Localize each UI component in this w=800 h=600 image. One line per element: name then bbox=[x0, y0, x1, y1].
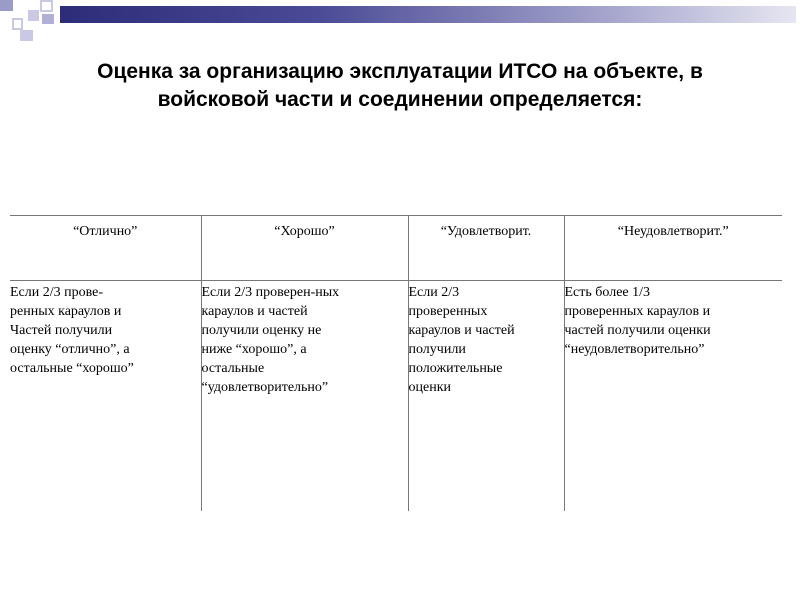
cell-satisfactory-wrap bbox=[408, 281, 564, 512]
cell-good: Если 2/3 проверен-ных караулов и частей получили оценку не ниже “хорошо”, а остальные “удовлетворительно” bbox=[201, 285, 340, 395]
decor-square bbox=[12, 18, 23, 30]
header-unsatisfactory: “Неудовлетворит.” bbox=[564, 216, 782, 281]
decor-square bbox=[42, 14, 54, 24]
cell-good-wrap bbox=[201, 281, 408, 512]
cell-unsatisfactory-wrap bbox=[564, 281, 782, 512]
decor-square bbox=[20, 30, 33, 41]
header-good: “Хорошо” bbox=[201, 216, 408, 281]
header-excellent: “Отлично” bbox=[10, 216, 201, 281]
cell-excellent-wrap bbox=[10, 281, 201, 512]
header-gradient-bar bbox=[60, 6, 796, 23]
decor-square bbox=[0, 0, 13, 11]
header-satisfactory: “Удовлетворит. bbox=[408, 216, 564, 281]
decor-square bbox=[28, 10, 39, 21]
table-row bbox=[10, 281, 782, 512]
cell-excellent: Если 2/3 прове- ренных караулов и Частей получили оценку “отлично”, а остальные “хорошо” bbox=[10, 285, 134, 376]
cell-satisfactory: Если 2/3 проверенных караулов и частей получили положительные оценки bbox=[408, 285, 515, 395]
assessment-table bbox=[10, 215, 782, 511]
slide-title: Оценка за организацию эксплуатации ИТСО на объекте, в войсковой части и соединении определяется: bbox=[97, 60, 703, 111]
cell-unsatisfactory: Есть более 1/3 проверенных караулов и частей получили оценки “неудовлетворительно” bbox=[564, 285, 711, 357]
decor-square bbox=[40, 0, 53, 12]
table-header-row bbox=[10, 216, 782, 281]
